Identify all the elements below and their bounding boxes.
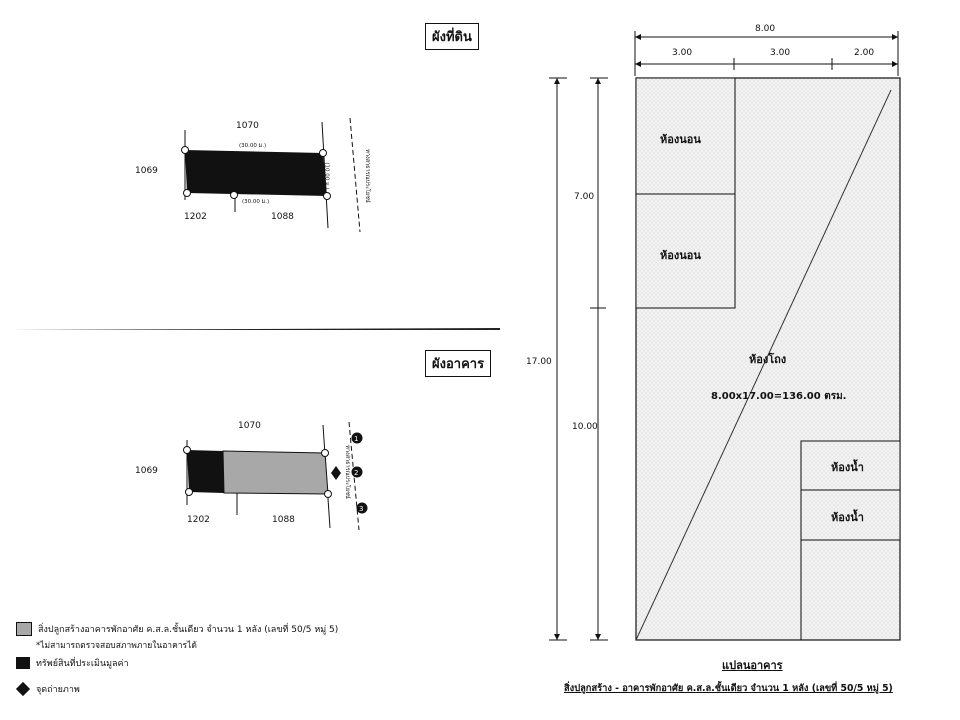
building-footprint xyxy=(223,451,328,494)
photo-point-1: 1 xyxy=(354,435,359,443)
land-parcel-top: 1070 xyxy=(236,121,259,131)
photo-point-3: 3 xyxy=(359,505,364,513)
dim-w2: 3.00 xyxy=(770,48,791,58)
room-bath-2: ห้องน้ำ xyxy=(831,511,864,524)
dim-w3: 2.00 xyxy=(854,48,875,58)
room-bedroom-2: ห้องนอน xyxy=(660,249,701,262)
legend-building-swatch xyxy=(16,622,32,636)
building-plan-drawing xyxy=(0,380,505,540)
floor-plan-drawing xyxy=(505,0,960,720)
room-hall: ห้องโถง xyxy=(749,353,787,366)
legend-asset-label: ทรัพย์สินที่ประเมินมูลค่า xyxy=(36,659,129,669)
bldg-parcel-bottom-left: 1202 xyxy=(187,515,210,525)
land-plan-drawing xyxy=(0,0,505,330)
dim-w1: 3.00 xyxy=(672,48,693,58)
land-dim-right: (10.00 ม.) xyxy=(323,162,330,190)
floor-plan-caption: แปลนอาคาร xyxy=(722,659,783,672)
land-parcel-bottom-left: 1202 xyxy=(184,212,207,222)
room-bedroom-1: ห้องนอน xyxy=(660,133,701,146)
floor-plan-subcaption: สิ่งปลูกสร้าง - อาคารพักอาศัย ค.ส.ล.ชั้นเดียว จำนวน 1 หลัง (เลขที่ 50/5 หมู่ 5) xyxy=(564,683,893,694)
land-dim-bottom: (30.00 ม.) xyxy=(242,199,270,205)
legend-asset xyxy=(16,656,338,670)
photo-point-icon xyxy=(16,682,30,696)
bldg-parcel-left: 1069 xyxy=(135,466,158,476)
legend-building-label: สิ่งปลูกสร้างอาคารพักอาศัย ค.ส.ล.ชั้นเดียว จำนวน 1 หลัง (เลขที่ 50/5 หมู่ 5) xyxy=(38,625,339,635)
dim-total-height: 17.00 xyxy=(526,357,552,367)
land-parcel-bottom-right: 1088 xyxy=(271,212,294,222)
legend-photo xyxy=(16,682,338,696)
bldg-parcel-bottom-right: 1088 xyxy=(272,515,295,525)
room-area: 8.00x17.00=136.00 ตรม. xyxy=(711,391,847,402)
building-plan-title: ผังอาคาร xyxy=(425,350,491,377)
photo-point-2: 2 xyxy=(354,469,359,477)
legend-asset-swatch xyxy=(16,657,30,669)
land-dim-top: (30.00 ม.) xyxy=(239,143,267,149)
legend xyxy=(16,622,338,696)
land-plan-title: ผังที่ดิน xyxy=(425,23,479,50)
legend-note: *ไม่สามารถตรวจสอบสภาพภายในอาคารได้ xyxy=(36,641,197,651)
legend-building xyxy=(16,622,338,636)
dim-h2: 10.00 xyxy=(572,422,598,432)
room-bath-1: ห้องน้ำ xyxy=(831,461,864,474)
dim-h1: 7.00 xyxy=(574,192,595,202)
land-road-label: ทางสาธารณประโยชน์ xyxy=(364,149,370,203)
land-parcel-block xyxy=(185,150,327,196)
dim-total-width: 8.00 xyxy=(755,24,776,34)
land-parcel-left: 1069 xyxy=(135,166,158,176)
legend-photo-label: จุดถ่ายภาพ xyxy=(36,685,80,695)
bldg-road-label: ทางสาธารณประโยชน์ xyxy=(344,445,350,499)
bldg-parcel-top: 1070 xyxy=(238,421,261,431)
land-dim-left: (10.00 ม.) xyxy=(185,162,192,190)
